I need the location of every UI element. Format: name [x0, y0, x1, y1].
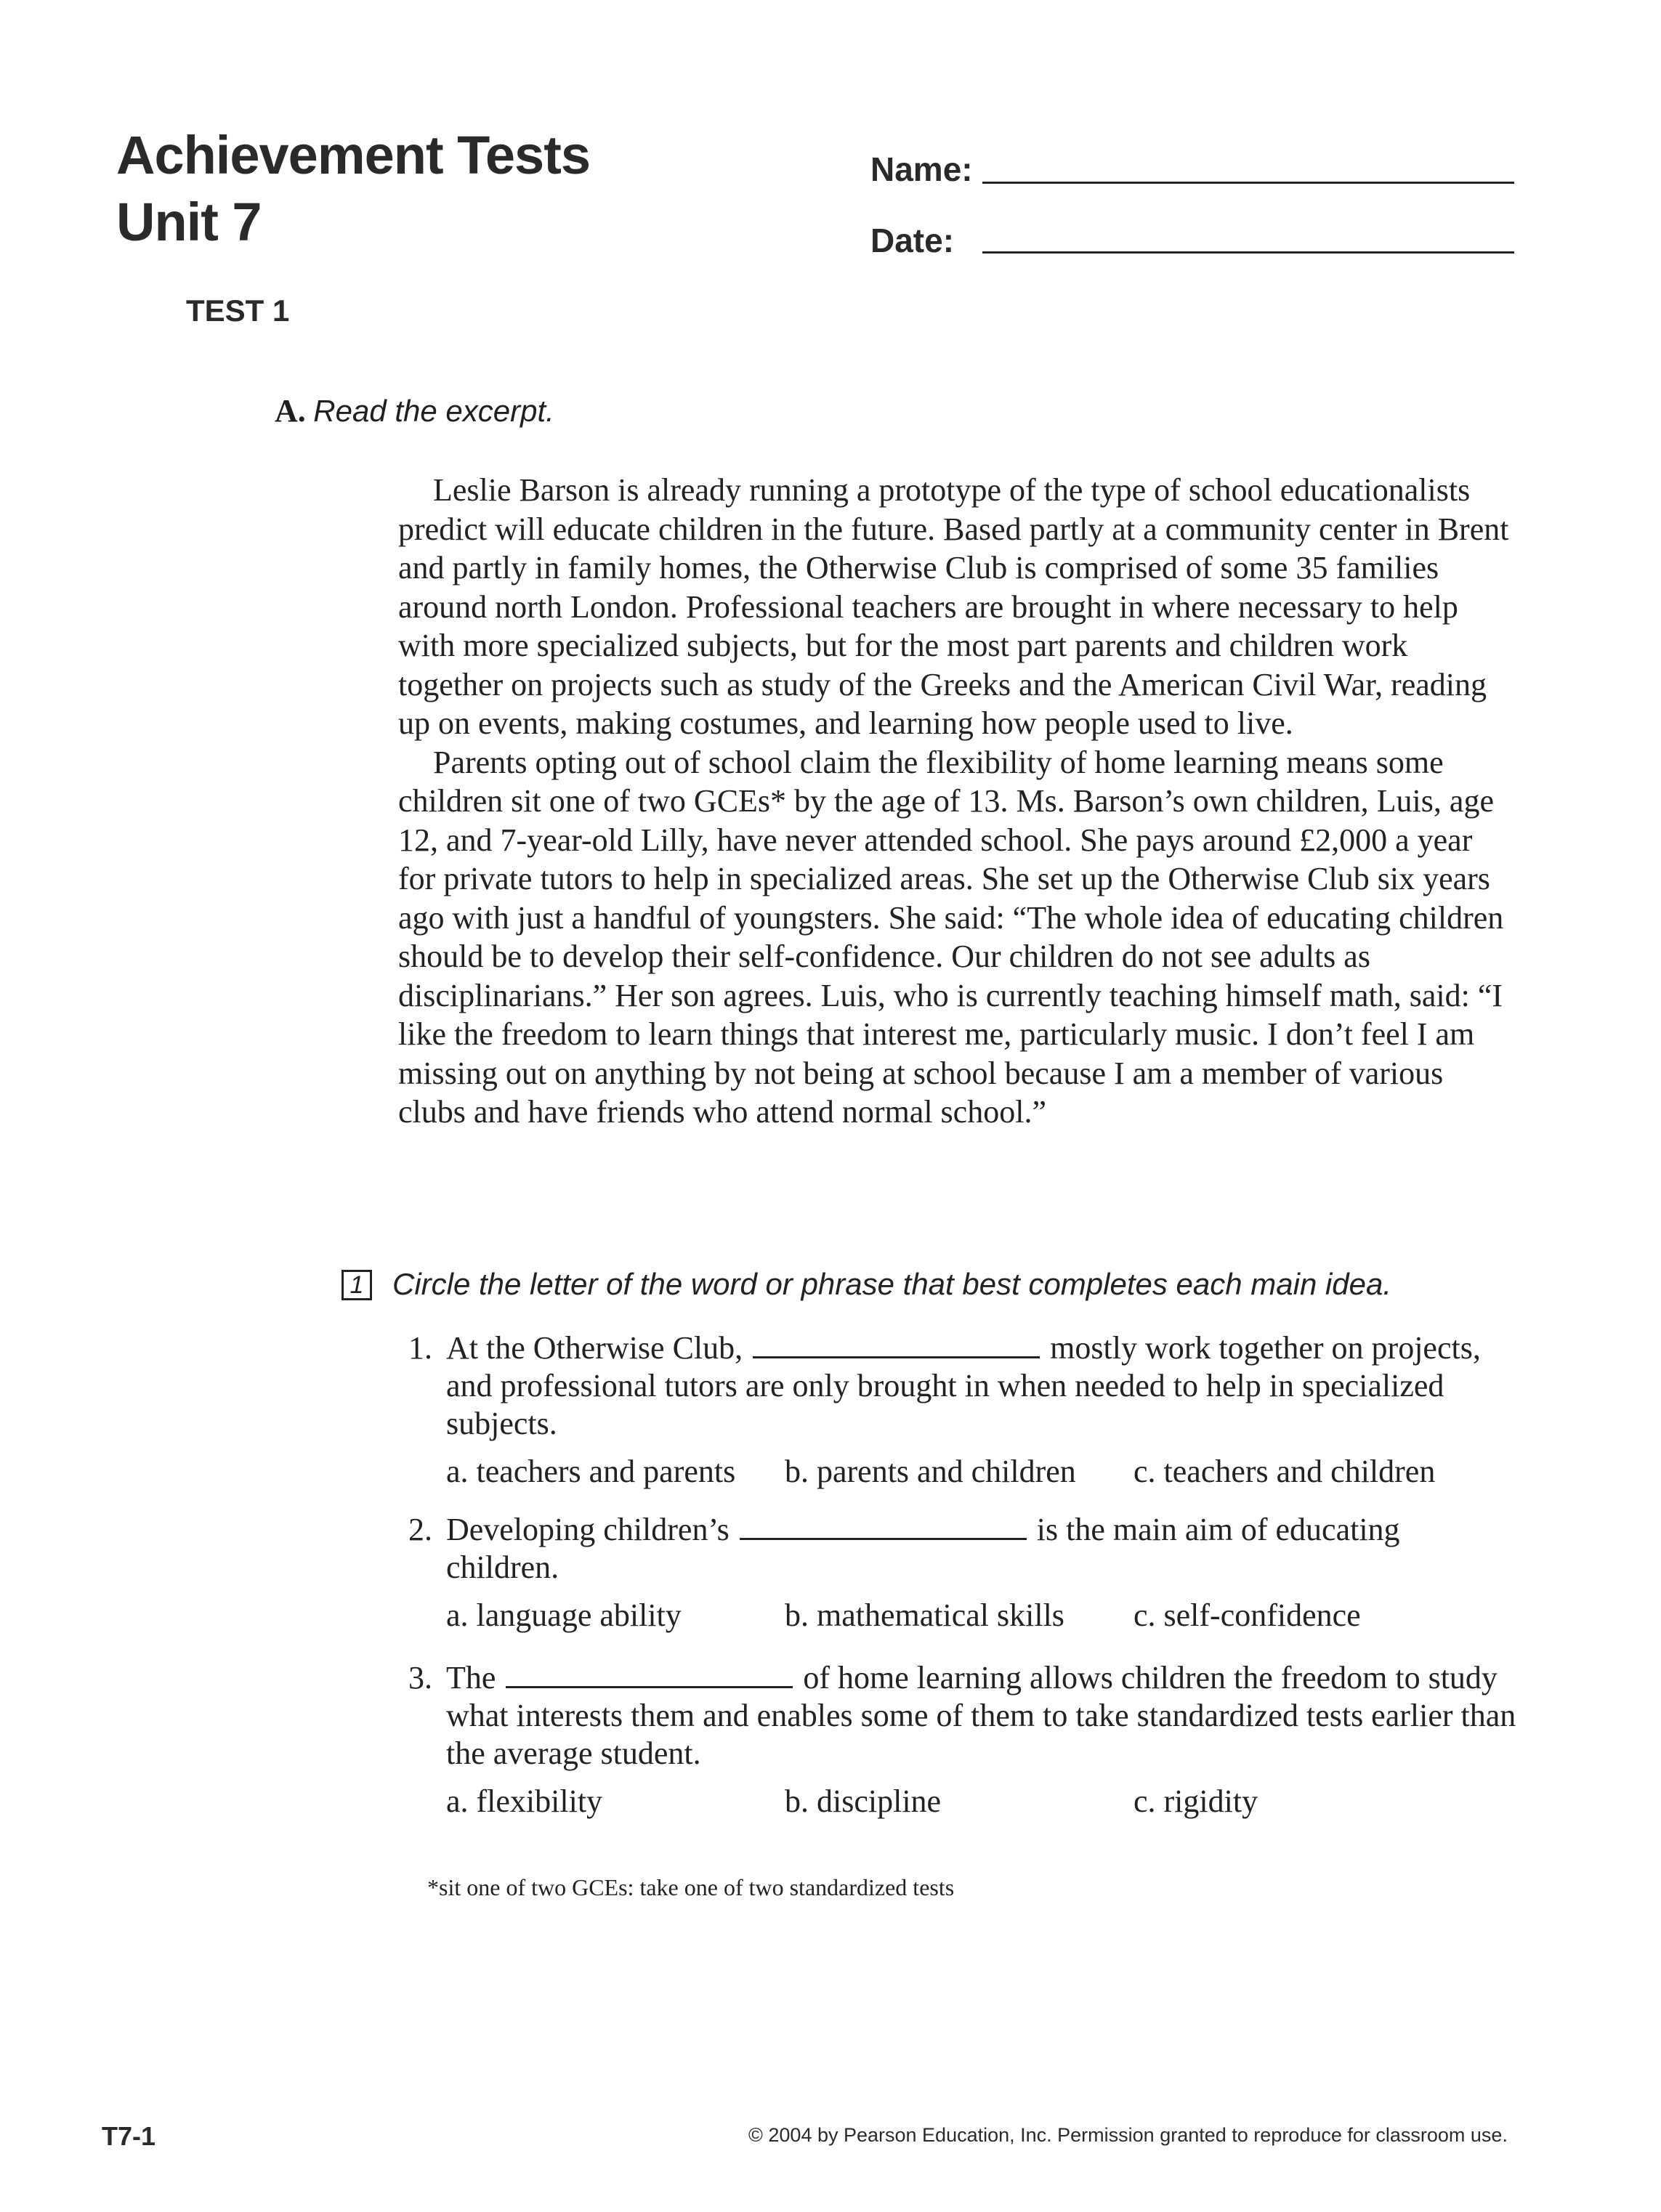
name-field[interactable] — [982, 182, 1514, 184]
answer-blank[interactable] — [753, 1332, 1040, 1358]
question-stem — [446, 1659, 1520, 1773]
page-number: T7-1 — [102, 2121, 156, 2151]
question-text-after: is the main aim of educating children. — [446, 1512, 1400, 1585]
option-a[interactable]: a. flexibility — [446, 1783, 603, 1819]
section-letter: A. — [275, 393, 306, 429]
exercise-number-box: 1 — [342, 1270, 372, 1300]
option-b[interactable]: b. mathematical skills — [785, 1597, 1064, 1633]
exercise-instruction: Circle the letter of the word or phrase that best completes each main idea. — [392, 1267, 1392, 1301]
question-3 — [408, 1659, 1520, 1823]
section-instruction: Read the excerpt. — [313, 394, 554, 428]
option-a[interactable]: a. teachers and parents — [446, 1454, 736, 1489]
question-number: 2. — [408, 1512, 432, 1547]
date-label: Date: — [870, 222, 955, 259]
copyright-notice: © 2004 by Pearson Education, Inc. Permission granted to reproduce for classroom use. — [748, 2124, 1508, 2146]
question-text-before: At the Otherwise Club, — [446, 1330, 743, 1366]
question-text-after: of home learning allows children the freedom to study what interests them and enables some of them to take standardized tests earlier than the average student. — [446, 1660, 1516, 1771]
answer-options — [446, 1783, 1520, 1823]
option-c[interactable]: c. rigidity — [1133, 1783, 1258, 1819]
option-a[interactable]: a. language ability — [446, 1597, 682, 1633]
passage-paragraph-2: Parents opting out of school claim the flexibility of home learning means some children sit one of two GCEs* by the age of 13. Ms. Barson’s own children, Luis, age 12, and 7-year-old Lilly, have never attended school. She pays around £2,000 a year for private tutors to help in specialized areas. She set up the Otherwise Club six years ago with just a handful of youngsters. She said: “The whole idea of educating children should be to develop their self-confidence. Our children do not see adults as disciplinarians.” Her son agrees. Luis, who is currently teaching himself math, said: “I like the freedom to learn things that interest me, particularly music. I don’t feel I am missing out on anything by not being at school because I am a member of various clubs and have friends who attend normal school.” — [398, 744, 1504, 1130]
question-2 — [408, 1511, 1520, 1637]
name-label: Name: — [870, 150, 973, 188]
passage-paragraph-1: Leslie Barson is already running a prototype of the type of school educationalists predict will educate children in the future. Based partly at a community center in Brent and partly in family homes, the Otherwise Club is comprised of some 35 families around north London. Professional teachers are brought in where necessary to help with more specialized subjects, but for the most part parents and children work together on projects such as study of the Greeks and the American Civil War, reading up on events, making costumes, and learning how people used to live. — [398, 472, 1509, 741]
question-text-after: mostly work together on projects, and professional tutors are only brought in when needed to help in specialized subjects. — [446, 1330, 1481, 1441]
option-c[interactable]: c. teachers and children — [1133, 1454, 1436, 1489]
question-stem — [446, 1511, 1520, 1587]
title-line-2: Unit 7 — [116, 192, 262, 252]
answer-options — [446, 1597, 1520, 1637]
question-1 — [408, 1329, 1520, 1494]
reading-passage — [398, 471, 1517, 1132]
option-b[interactable]: b. discipline — [785, 1783, 942, 1819]
option-c[interactable]: c. self-confidence — [1133, 1597, 1361, 1633]
title-line-1: Achievement Tests — [116, 125, 590, 185]
page-title — [116, 122, 590, 256]
question-text-before: The — [446, 1660, 496, 1696]
question-number: 3. — [408, 1660, 432, 1696]
option-b[interactable]: b. parents and children — [785, 1454, 1076, 1489]
test-label: TEST 1 — [186, 293, 290, 328]
question-number: 1. — [408, 1330, 432, 1366]
answer-options — [446, 1453, 1520, 1494]
answer-blank[interactable] — [740, 1513, 1027, 1540]
footnote: *sit one of two GCEs: take one of two standardized tests — [427, 1874, 955, 1900]
answer-blank[interactable] — [506, 1661, 793, 1688]
date-field[interactable] — [982, 251, 1514, 254]
question-text-before: Developing children’s — [446, 1512, 730, 1547]
section-a-heading — [275, 392, 554, 429]
question-stem — [446, 1329, 1520, 1443]
